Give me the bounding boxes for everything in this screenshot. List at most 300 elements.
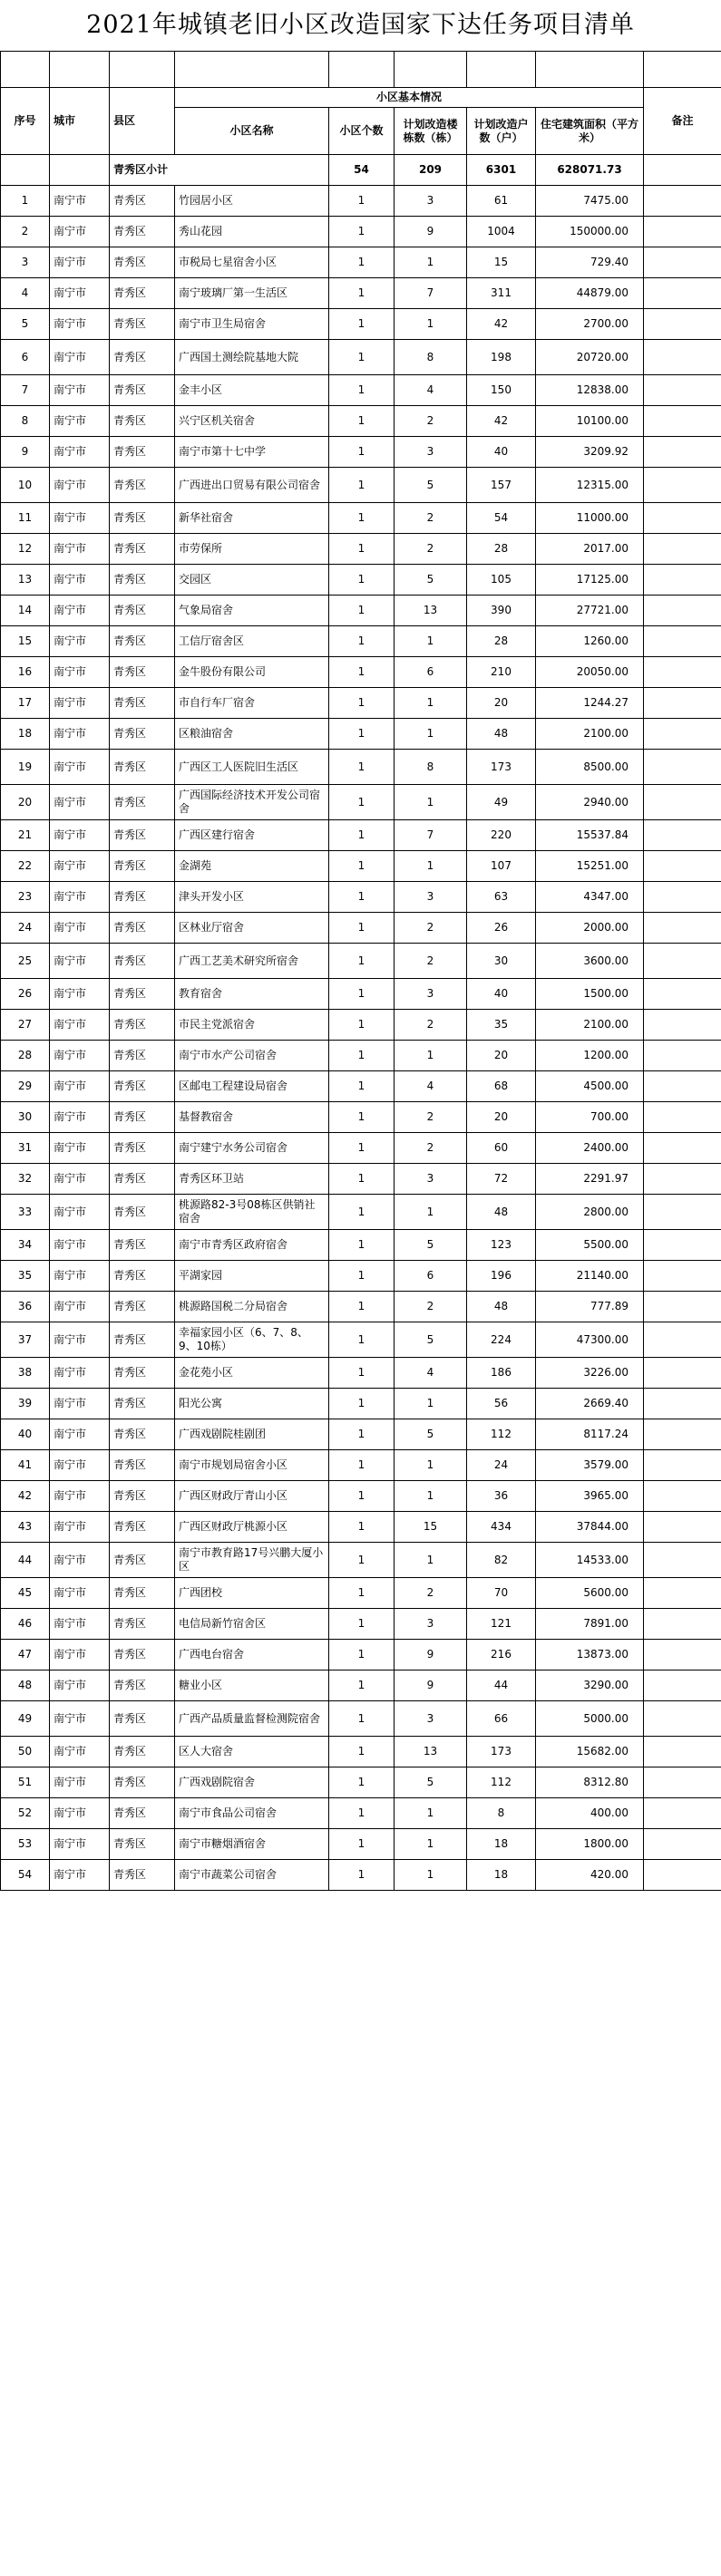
- cell-remark: [644, 1481, 721, 1512]
- cell-seq: 29: [1, 1071, 50, 1102]
- cell-remark: [644, 820, 721, 851]
- cell-count: 1: [329, 882, 395, 913]
- cell-remark: [644, 882, 721, 913]
- cell-count: 1: [329, 186, 395, 217]
- table-row: [1, 913, 721, 944]
- cell-count: 1: [329, 1512, 395, 1543]
- cell-name: 兴宁区机关宿舍: [175, 406, 329, 437]
- cell-remark: [644, 1102, 721, 1133]
- cell-seq: 23: [1, 882, 50, 913]
- cell-remark: [644, 534, 721, 565]
- cell-remark: [644, 1798, 721, 1829]
- table-row: [1, 626, 721, 657]
- cell-district: 青秀区: [110, 503, 175, 534]
- table-row: [1, 186, 721, 217]
- cell-households: 8: [467, 1798, 536, 1829]
- cell-remark: [644, 1195, 721, 1230]
- cell-remark: [644, 1640, 721, 1671]
- cell-buildings: 5: [395, 565, 467, 596]
- cell-name: 市自行车厂宿舍: [175, 688, 329, 719]
- cell-buildings: 4: [395, 375, 467, 406]
- cell-area: 3600.00: [536, 944, 644, 979]
- cell-count: 1: [329, 278, 395, 309]
- cell-name: 平湖家园: [175, 1261, 329, 1292]
- table-row: [1, 1261, 721, 1292]
- cell-buildings: 9: [395, 1671, 467, 1701]
- header-households: 计划改造户数（户）: [467, 108, 536, 155]
- cell-city: 南宁市: [50, 719, 110, 750]
- cell-name: 南宁市食品公司宿舍: [175, 1798, 329, 1829]
- cell-remark: [644, 375, 721, 406]
- cell-city: 南宁市: [50, 186, 110, 217]
- header-row-group: [1, 88, 721, 108]
- cell-remark: [644, 1261, 721, 1292]
- cell-city: 南宁市: [50, 1512, 110, 1543]
- cell-area: 15682.00: [536, 1737, 644, 1767]
- cell-seq: 17: [1, 688, 50, 719]
- table-row: [1, 1133, 721, 1164]
- cell-area: 13873.00: [536, 1640, 644, 1671]
- cell-buildings: 3: [395, 1609, 467, 1640]
- cell-seq: 18: [1, 719, 50, 750]
- cell-count: 1: [329, 309, 395, 340]
- cell-name: 区林业厅宿舍: [175, 913, 329, 944]
- table-row: [1, 596, 721, 626]
- header-district: 县区: [110, 88, 175, 155]
- cell-count: 1: [329, 1358, 395, 1389]
- cell-name: 广西戏剧院桂剧团: [175, 1419, 329, 1450]
- cell-count: 1: [329, 468, 395, 503]
- cell-remark: [644, 503, 721, 534]
- cell-district: 青秀区: [110, 1767, 175, 1798]
- cell-district: 青秀区: [110, 657, 175, 688]
- cell-buildings: 1: [395, 1860, 467, 1891]
- cell-count: 1: [329, 406, 395, 437]
- cell-seq: 50: [1, 1737, 50, 1767]
- cell-district: 青秀区: [110, 1860, 175, 1891]
- cell-city: 南宁市: [50, 1389, 110, 1419]
- table-row: [1, 247, 721, 278]
- cell-name: 区粮油宿舍: [175, 719, 329, 750]
- cell-buildings: 5: [395, 1767, 467, 1798]
- cell-district: 青秀区: [110, 247, 175, 278]
- cell-city: 南宁市: [50, 657, 110, 688]
- cell-seq: 49: [1, 1701, 50, 1737]
- cell-remark: [644, 626, 721, 657]
- cell-area: 17125.00: [536, 565, 644, 596]
- subtotal-count: 54: [329, 155, 395, 186]
- cell-seq: 46: [1, 1609, 50, 1640]
- cell-households: 35: [467, 1010, 536, 1041]
- cell-name: 南宁市糖烟酒宿舍: [175, 1829, 329, 1860]
- cell-remark: [644, 1578, 721, 1609]
- cell-households: 434: [467, 1512, 536, 1543]
- cell-name: 广西国际经济技术开发公司宿舍: [175, 785, 329, 820]
- cell-seq: 11: [1, 503, 50, 534]
- cell-count: 1: [329, 1164, 395, 1195]
- table-row: [1, 534, 721, 565]
- header-spacer-row: [1, 52, 721, 88]
- cell-remark: [644, 1322, 721, 1358]
- table-row: [1, 1860, 721, 1891]
- cell-households: 26: [467, 913, 536, 944]
- cell-buildings: 7: [395, 820, 467, 851]
- cell-remark: [644, 1829, 721, 1860]
- cell-buildings: 3: [395, 437, 467, 468]
- cell-district: 青秀区: [110, 468, 175, 503]
- subtotal-buildings: 209: [395, 155, 467, 186]
- cell-count: 1: [329, 1640, 395, 1671]
- cell-name: 南宁建宁水务公司宿舍: [175, 1133, 329, 1164]
- cell-area: 1244.27: [536, 688, 644, 719]
- table-row: [1, 468, 721, 503]
- cell-city: 南宁市: [50, 1419, 110, 1450]
- header-name: 小区名称: [175, 108, 329, 155]
- cell-seq: 6: [1, 340, 50, 375]
- cell-households: 112: [467, 1767, 536, 1798]
- cell-seq: 52: [1, 1798, 50, 1829]
- cell-seq: 10: [1, 468, 50, 503]
- cell-buildings: 2: [395, 1578, 467, 1609]
- table-row: [1, 1195, 721, 1230]
- table-row: [1, 820, 721, 851]
- cell-count: 1: [329, 1133, 395, 1164]
- cell-buildings: 1: [395, 1041, 467, 1071]
- cell-district: 青秀区: [110, 1261, 175, 1292]
- cell-city: 南宁市: [50, 247, 110, 278]
- table-row: [1, 1041, 721, 1071]
- cell-name: 广西国土测绘院基地大院: [175, 340, 329, 375]
- cell-buildings: 2: [395, 1292, 467, 1322]
- table-row: [1, 1230, 721, 1261]
- cell-city: 南宁市: [50, 278, 110, 309]
- cell-district: 青秀区: [110, 882, 175, 913]
- table-row: [1, 1737, 721, 1767]
- cell-city: 南宁市: [50, 1860, 110, 1891]
- cell-count: 1: [329, 1322, 395, 1358]
- cell-households: 48: [467, 1292, 536, 1322]
- cell-seq: 40: [1, 1419, 50, 1450]
- cell-count: 1: [329, 565, 395, 596]
- cell-buildings: 8: [395, 750, 467, 785]
- cell-count: 1: [329, 1767, 395, 1798]
- table-row: [1, 309, 721, 340]
- cell-name: 区邮电工程建设局宿舍: [175, 1071, 329, 1102]
- cell-city: 南宁市: [50, 437, 110, 468]
- cell-households: 1004: [467, 217, 536, 247]
- cell-city: 南宁市: [50, 375, 110, 406]
- cell-area: 5600.00: [536, 1578, 644, 1609]
- cell-buildings: 2: [395, 1102, 467, 1133]
- cell-count: 1: [329, 944, 395, 979]
- table-row: [1, 1481, 721, 1512]
- cell-remark: [644, 1071, 721, 1102]
- cell-remark: [644, 913, 721, 944]
- cell-area: 5500.00: [536, 1230, 644, 1261]
- cell-remark: [644, 1671, 721, 1701]
- cell-district: 青秀区: [110, 309, 175, 340]
- cell-name: 教育宿舍: [175, 979, 329, 1010]
- cell-remark: [644, 1292, 721, 1322]
- cell-remark: [644, 944, 721, 979]
- cell-seq: 12: [1, 534, 50, 565]
- cell-district: 青秀区: [110, 1671, 175, 1701]
- subtotal-label: 青秀区小计: [110, 155, 329, 186]
- cell-households: 48: [467, 719, 536, 750]
- table-body: [1, 155, 721, 1891]
- cell-area: 44879.00: [536, 278, 644, 309]
- subtotal-area: 628071.73: [536, 155, 644, 186]
- cell-seq: 34: [1, 1230, 50, 1261]
- cell-buildings: 3: [395, 1164, 467, 1195]
- cell-district: 青秀区: [110, 1640, 175, 1671]
- cell-remark: [644, 1358, 721, 1389]
- cell-seq: 15: [1, 626, 50, 657]
- cell-area: 1200.00: [536, 1041, 644, 1071]
- cell-buildings: 1: [395, 309, 467, 340]
- cell-city: 南宁市: [50, 1737, 110, 1767]
- cell-name: 广西电台宿舍: [175, 1640, 329, 1671]
- cell-name: 阳光公寓: [175, 1389, 329, 1419]
- cell-name: 区人大宿舍: [175, 1737, 329, 1767]
- cell-district: 青秀区: [110, 979, 175, 1010]
- table-row: [1, 1389, 721, 1419]
- cell-seq: 54: [1, 1860, 50, 1891]
- cell-households: 121: [467, 1609, 536, 1640]
- cell-area: 27721.00: [536, 596, 644, 626]
- cell-name: 金湖苑: [175, 851, 329, 882]
- cell-area: 2017.00: [536, 534, 644, 565]
- cell-city: 南宁市: [50, 1640, 110, 1671]
- cell-city: 南宁市: [50, 1578, 110, 1609]
- cell-city: 南宁市: [50, 1609, 110, 1640]
- cell-count: 1: [329, 1860, 395, 1891]
- cell-buildings: 1: [395, 1543, 467, 1578]
- table-row: [1, 217, 721, 247]
- cell-households: 15: [467, 247, 536, 278]
- cell-city: 南宁市: [50, 1292, 110, 1322]
- cell-area: 420.00: [536, 1860, 644, 1891]
- cell-area: 20050.00: [536, 657, 644, 688]
- cell-households: 42: [467, 406, 536, 437]
- cell-count: 1: [329, 785, 395, 820]
- table-row: [1, 503, 721, 534]
- cell-area: 20720.00: [536, 340, 644, 375]
- cell-households: 198: [467, 340, 536, 375]
- cell-seq: 9: [1, 437, 50, 468]
- cell-name: 广西区建行宿舍: [175, 820, 329, 851]
- cell-district: 青秀区: [110, 565, 175, 596]
- subtotal-row: [1, 155, 721, 186]
- cell-name: 基督教宿舍: [175, 1102, 329, 1133]
- cell-name: 广西团校: [175, 1578, 329, 1609]
- cell-remark: [644, 1860, 721, 1891]
- cell-city: 南宁市: [50, 1071, 110, 1102]
- cell-area: 11000.00: [536, 503, 644, 534]
- table-row: [1, 688, 721, 719]
- cell-households: 56: [467, 1389, 536, 1419]
- cell-remark: [644, 1010, 721, 1041]
- cell-count: 1: [329, 851, 395, 882]
- cell-count: 1: [329, 1195, 395, 1230]
- cell-seq: 25: [1, 944, 50, 979]
- cell-buildings: 2: [395, 534, 467, 565]
- cell-city: 南宁市: [50, 979, 110, 1010]
- table-row: [1, 437, 721, 468]
- cell-city: 南宁市: [50, 1133, 110, 1164]
- cell-households: 60: [467, 1133, 536, 1164]
- cell-count: 1: [329, 1481, 395, 1512]
- cell-buildings: 5: [395, 468, 467, 503]
- cell-name: 广西区财政厅青山小区: [175, 1481, 329, 1512]
- cell-district: 青秀区: [110, 1543, 175, 1578]
- cell-area: 8312.80: [536, 1767, 644, 1798]
- cell-buildings: 5: [395, 1322, 467, 1358]
- cell-area: 3290.00: [536, 1671, 644, 1701]
- cell-area: 729.40: [536, 247, 644, 278]
- table-row: [1, 1102, 721, 1133]
- cell-buildings: 1: [395, 1195, 467, 1230]
- cell-households: 210: [467, 657, 536, 688]
- cell-district: 青秀区: [110, 1578, 175, 1609]
- table-row: [1, 1609, 721, 1640]
- cell-households: 20: [467, 1041, 536, 1071]
- cell-buildings: 1: [395, 1481, 467, 1512]
- cell-count: 1: [329, 1798, 395, 1829]
- cell-area: 2291.97: [536, 1164, 644, 1195]
- cell-seq: 41: [1, 1450, 50, 1481]
- cell-buildings: 6: [395, 1261, 467, 1292]
- cell-area: 3965.00: [536, 1481, 644, 1512]
- cell-buildings: 2: [395, 1010, 467, 1041]
- cell-district: 青秀区: [110, 688, 175, 719]
- cell-households: 48: [467, 1195, 536, 1230]
- cell-area: 7475.00: [536, 186, 644, 217]
- cell-city: 南宁市: [50, 1322, 110, 1358]
- cell-name: 新华社宿舍: [175, 503, 329, 534]
- cell-area: 1260.00: [536, 626, 644, 657]
- table-row: [1, 1164, 721, 1195]
- cell-city: 南宁市: [50, 1041, 110, 1071]
- cell-district: 青秀区: [110, 1481, 175, 1512]
- cell-count: 1: [329, 1389, 395, 1419]
- cell-area: 2800.00: [536, 1195, 644, 1230]
- cell-count: 1: [329, 437, 395, 468]
- cell-area: 2100.00: [536, 719, 644, 750]
- cell-households: 150: [467, 375, 536, 406]
- cell-area: 400.00: [536, 1798, 644, 1829]
- cell-district: 青秀区: [110, 1737, 175, 1767]
- cell-seq: 5: [1, 309, 50, 340]
- cell-seq: 44: [1, 1543, 50, 1578]
- cell-count: 1: [329, 657, 395, 688]
- cell-buildings: 2: [395, 1133, 467, 1164]
- cell-buildings: 1: [395, 247, 467, 278]
- cell-district: 青秀区: [110, 1010, 175, 1041]
- table-row: [1, 1767, 721, 1798]
- cell-buildings: 7: [395, 278, 467, 309]
- cell-seq: 31: [1, 1133, 50, 1164]
- cell-district: 青秀区: [110, 1230, 175, 1261]
- cell-name: 青秀区环卫站: [175, 1164, 329, 1195]
- cell-buildings: 3: [395, 186, 467, 217]
- table-row: [1, 979, 721, 1010]
- cell-buildings: 2: [395, 944, 467, 979]
- cell-district: 青秀区: [110, 851, 175, 882]
- cell-city: 南宁市: [50, 1671, 110, 1701]
- cell-city: 南宁市: [50, 340, 110, 375]
- cell-district: 青秀区: [110, 820, 175, 851]
- cell-name: 南宁玻璃厂第一生活区: [175, 278, 329, 309]
- cell-buildings: 1: [395, 851, 467, 882]
- cell-remark: [644, 750, 721, 785]
- header-area: 住宅建筑面积（平方米）: [536, 108, 644, 155]
- cell-buildings: 4: [395, 1071, 467, 1102]
- cell-households: 66: [467, 1701, 536, 1737]
- cell-district: 青秀区: [110, 1701, 175, 1737]
- table-row: [1, 1543, 721, 1578]
- cell-area: 12315.00: [536, 468, 644, 503]
- cell-area: 4500.00: [536, 1071, 644, 1102]
- cell-area: 150000.00: [536, 217, 644, 247]
- cell-district: 青秀区: [110, 785, 175, 820]
- cell-district: 青秀区: [110, 278, 175, 309]
- cell-area: 8117.24: [536, 1419, 644, 1450]
- cell-name: 津头开发小区: [175, 882, 329, 913]
- cell-area: 21140.00: [536, 1261, 644, 1292]
- cell-area: 14533.00: [536, 1543, 644, 1578]
- cell-district: 青秀区: [110, 750, 175, 785]
- cell-name: 南宁市水产公司宿舍: [175, 1041, 329, 1071]
- cell-seq: 30: [1, 1102, 50, 1133]
- cell-seq: 36: [1, 1292, 50, 1322]
- cell-city: 南宁市: [50, 565, 110, 596]
- cell-area: 3226.00: [536, 1358, 644, 1389]
- cell-households: 82: [467, 1543, 536, 1578]
- cell-remark: [644, 1164, 721, 1195]
- cell-district: 青秀区: [110, 340, 175, 375]
- cell-remark: [644, 406, 721, 437]
- cell-households: 70: [467, 1578, 536, 1609]
- table-row: [1, 565, 721, 596]
- cell-district: 青秀区: [110, 1133, 175, 1164]
- table-row: [1, 882, 721, 913]
- cell-city: 南宁市: [50, 1701, 110, 1737]
- header-city: 城市: [50, 88, 110, 155]
- cell-city: 南宁市: [50, 1261, 110, 1292]
- cell-city: 南宁市: [50, 1010, 110, 1041]
- cell-city: 南宁市: [50, 1102, 110, 1133]
- cell-district: 青秀区: [110, 719, 175, 750]
- table-row: [1, 278, 721, 309]
- cell-remark: [644, 1737, 721, 1767]
- cell-name: 南宁市教育路17号兴鹏大厦小区: [175, 1543, 329, 1578]
- cell-remark: [644, 1543, 721, 1578]
- cell-area: 37844.00: [536, 1512, 644, 1543]
- cell-households: 105: [467, 565, 536, 596]
- cell-seq: 21: [1, 820, 50, 851]
- cell-households: 112: [467, 1419, 536, 1450]
- cell-households: 390: [467, 596, 536, 626]
- cell-households: 123: [467, 1230, 536, 1261]
- cell-seq: 42: [1, 1481, 50, 1512]
- cell-name: 市劳保所: [175, 534, 329, 565]
- cell-name: 金花苑小区: [175, 1358, 329, 1389]
- cell-seq: 28: [1, 1041, 50, 1071]
- cell-households: 24: [467, 1450, 536, 1481]
- cell-remark: [644, 719, 721, 750]
- cell-count: 1: [329, 1010, 395, 1041]
